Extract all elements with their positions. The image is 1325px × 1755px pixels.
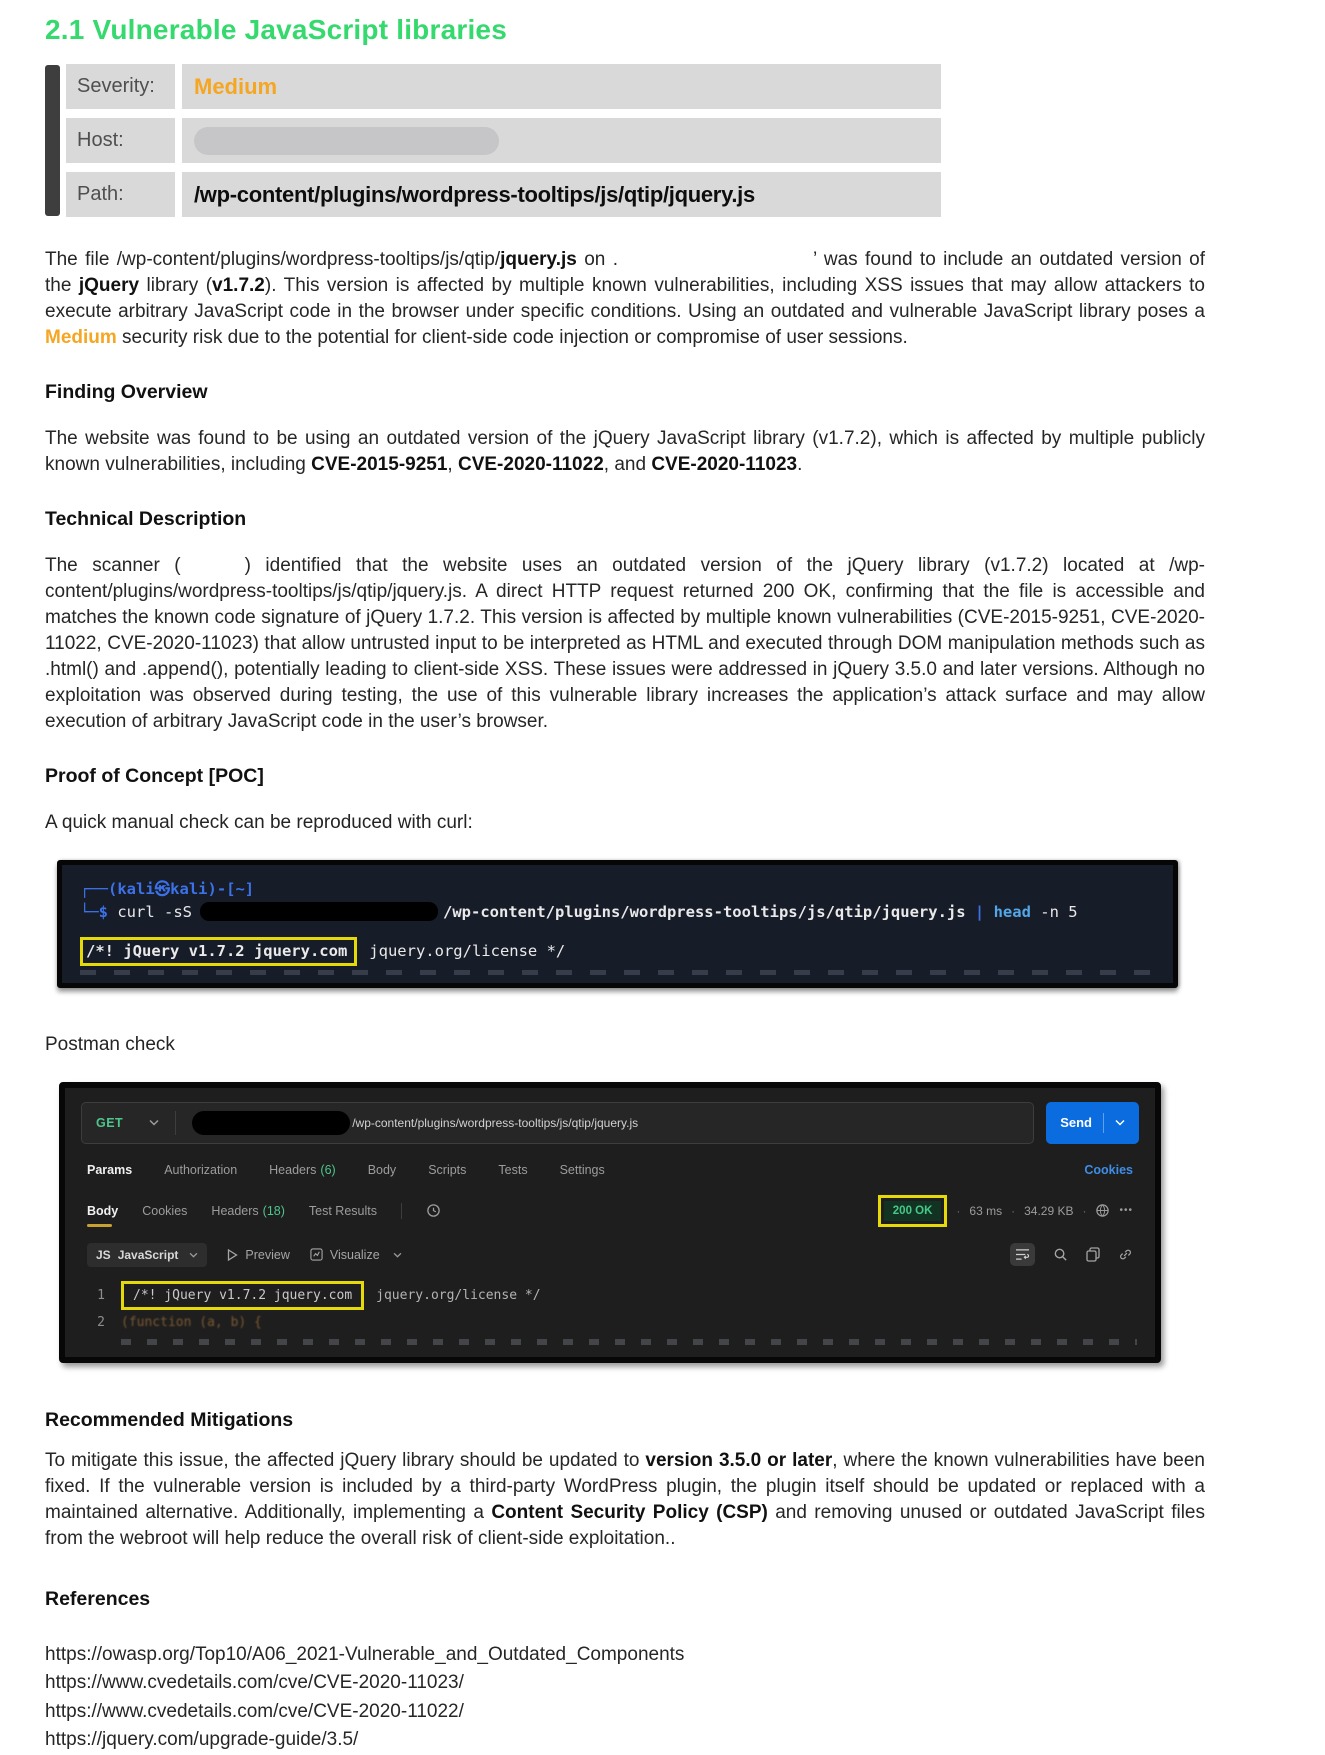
divider — [401, 1203, 402, 1219]
tab-body[interactable]: Body — [367, 1162, 397, 1177]
response-size: 34.29 KB — [1024, 1203, 1074, 1218]
preview-button[interactable] — [227, 1248, 289, 1262]
severity-label: Severity: — [66, 64, 175, 109]
table-row — [66, 172, 941, 217]
code-text: (function (a, b) { — [121, 1314, 262, 1330]
tab-headers-label: Headers — [269, 1162, 317, 1177]
response-toolbar — [87, 1243, 1133, 1267]
pipe-symbol: | — [965, 902, 994, 921]
reference-link[interactable]: https://www.cvedetails.com/cve/CVE-2020-11023/ — [45, 1672, 464, 1694]
response-tabs-row — [87, 1195, 1133, 1227]
table-row — [66, 118, 941, 163]
mitigations-text: To mitigate this issue, the affected jQuery library should be updated to — [45, 1449, 646, 1471]
status-badge: 200 OK — [884, 1201, 942, 1221]
section-title: 2.1 Vulnerable JavaScript libraries — [45, 14, 507, 45]
head-args: -n 5 — [1030, 902, 1078, 921]
severity-value: Medium — [194, 73, 278, 99]
overview-text: , — [447, 454, 458, 476]
terminal-output-rest: jquery.org/license */ — [369, 942, 566, 961]
chevron-down-icon — [189, 1252, 198, 1258]
intro-paragraph — [45, 247, 1205, 351]
mitigations-heading: Recommended Mitigations — [45, 1408, 294, 1431]
intro-text: library ( — [139, 275, 213, 297]
jquery-version-highlight: /*! jQuery v1.7.2 jquery.com — [121, 1281, 364, 1310]
mitigations-paragraph — [45, 1448, 1205, 1552]
overview-text: . — [797, 454, 803, 476]
technical-text: ) identified that the website uses an outdated version of the jQuery library (v1.7.2) located at /wp-content/plugins/wordpress-tooltips/js/qtip/jquery.js. A direct HTTP request returned 200 OK, confirming that the file is accessible and matches the known code signature of jQuery 1.7.2. This version is affected by multiple known vulnerabilities (CVE-2015-9251, CVE-2020-11022, CVE-2020-11023) that allow untrusted input to be interpreted as HTML and executed through DOM manipulation methods such as .html() and .append(), potentially leading to client-side XSS. These issues were addressed in jQuery 3.5.0 and later versions. Although no exploitation was observed during testing, the use of this vulnerable library increases the application’s attack surface and may allow execution of arbitrary JavaScript code in the user’s browser. — [45, 555, 1205, 733]
cve-2020-11022: CVE-2020-11022 — [457, 454, 604, 476]
reference-link[interactable]: https://www.cvedetails.com/cve/CVE-2020-11022/ — [45, 1700, 464, 1722]
path-label: Path: — [66, 172, 175, 217]
technical-description-heading: Technical Description — [45, 508, 247, 531]
code-line — [81, 1281, 1139, 1310]
method-selector[interactable]: GET — [96, 1115, 124, 1130]
language-label: JavaScript — [117, 1247, 179, 1262]
send-button[interactable] — [1046, 1102, 1139, 1144]
blurred-code-line — [121, 1339, 1137, 1345]
finding-summary-table — [45, 64, 941, 217]
response-body-code — [81, 1281, 1139, 1345]
references-heading: References — [45, 1587, 151, 1610]
intro-library: jQuery — [78, 275, 140, 297]
response-time: 63 ms — [969, 1203, 1003, 1218]
response-tab-cookies[interactable]: Cookies — [142, 1203, 188, 1218]
tab-authorization[interactable]: Authorization — [164, 1162, 238, 1177]
redacted-request-host — [192, 1111, 350, 1135]
intro-text: security risk due to the potential for client-side code injection or compromise of user sessions. — [116, 327, 908, 349]
search-icon[interactable] — [1053, 1247, 1068, 1262]
terminal-prompt-line1 — [80, 878, 1155, 900]
tab-scripts[interactable]: Scripts — [428, 1162, 467, 1177]
response-action-icons — [1010, 1243, 1133, 1266]
jquery-version-highlight: /*! jQuery v1.7.2 jquery.com — [80, 937, 357, 966]
intro-text: The file /wp-content/plugins/wordpress-tooltips/js/qtip/ — [45, 249, 501, 270]
reference-link[interactable]: https://owasp.org/Top10/A06_2021-Vulnerable_and_Outdated_Components — [45, 1643, 685, 1665]
line-number: 1 — [97, 1287, 105, 1303]
terminal-command-line — [80, 901, 1155, 923]
status-highlight-box — [878, 1195, 948, 1227]
poc-intro-line: A quick manual check can be reproduced with curl: — [45, 812, 473, 834]
response-headers-label: Headers — [211, 1203, 259, 1218]
postman-screenshot — [59, 1082, 1161, 1363]
language-dropdown[interactable] — [87, 1243, 207, 1267]
divider — [1103, 1113, 1104, 1133]
terminal-clipped-line — [80, 970, 1155, 975]
path-value: /wp-content/plugins/wordpress-tooltips/js/qtip/jquery.js — [194, 181, 755, 207]
intro-text: on . — [576, 249, 618, 270]
head-command: head — [993, 902, 1031, 921]
finding-overview-paragraph — [45, 426, 1205, 478]
table-accent-bar — [45, 65, 60, 216]
intro-filename: jquery.js — [500, 249, 577, 270]
url-input[interactable] — [81, 1102, 1034, 1144]
preview-label: Preview — [245, 1247, 290, 1262]
copy-icon[interactable] — [1086, 1247, 1100, 1262]
cve-2020-11023: CVE-2020-11023 — [651, 454, 798, 476]
request-tabs — [87, 1163, 1133, 1177]
finding-overview-heading: Finding Overview — [45, 381, 208, 404]
intro-text: ’ was found to include an outdated version of the — [45, 249, 1205, 297]
meta-separator: · — [1082, 1203, 1087, 1218]
line-number: 2 — [97, 1314, 105, 1330]
meta-separator: · — [956, 1203, 961, 1218]
mitigations-csp: Content Security Policy (CSP) — [491, 1501, 768, 1523]
visualize-button[interactable] — [310, 1248, 402, 1262]
prompt-frame: )-[~] — [207, 880, 255, 899]
intro-version: v1.7.2 — [212, 275, 265, 297]
overview-text: The website was found to be using an outdated version of the jQuery JavaScript library (v1.7.2), which is affected by multiple publicly known vulnerabilities, including — [45, 428, 1205, 476]
response-tab-body[interactable]: Body — [87, 1203, 119, 1218]
response-meta — [878, 1195, 1133, 1227]
response-tab-headers[interactable] — [211, 1204, 284, 1218]
more-options-icon[interactable]: ••• — [1119, 1205, 1133, 1217]
severity-inline: Medium — [45, 327, 117, 349]
mitigations-version: version 3.5.0 or later — [645, 1449, 833, 1471]
prompt-frame: ┌──( — [80, 880, 118, 899]
chevron-down-icon — [393, 1252, 402, 1258]
request-url-path[interactable]: /wp-content/plugins/wordpress-tooltips/js/qtip/jquery.js — [352, 1115, 639, 1130]
meta-separator: · — [1011, 1203, 1016, 1218]
js-badge: JS — [96, 1247, 111, 1262]
chevron-down-icon[interactable] — [1115, 1119, 1125, 1126]
tab-params[interactable]: Params — [87, 1162, 133, 1177]
technical-description-paragraph — [45, 553, 1205, 735]
response-tab-test-results[interactable]: Test Results — [308, 1203, 377, 1218]
network-icon[interactable] — [1095, 1203, 1110, 1218]
tab-tests[interactable]: Tests — [498, 1162, 528, 1177]
code-line — [81, 1315, 1139, 1330]
send-button-label[interactable]: Send — [1060, 1115, 1092, 1131]
postman-request-bar — [81, 1102, 1139, 1144]
terminal-output-line — [80, 940, 1155, 962]
table-row — [66, 64, 941, 109]
tab-settings[interactable]: Settings — [559, 1162, 605, 1177]
prompt-user: kali㉿kali — [117, 880, 208, 899]
curl-url-path: /wp-content/plugins/wordpress-tooltips/js/qtip/jquery.js — [443, 902, 966, 921]
curl-command: curl -sS — [108, 902, 192, 921]
postman-check-label: Postman check — [45, 1033, 175, 1055]
overview-text: , and — [603, 454, 652, 476]
headers-count-badge: (6) — [320, 1162, 336, 1177]
wrap-text-icon[interactable] — [1010, 1243, 1035, 1266]
host-label: Host: — [66, 118, 175, 163]
tab-headers[interactable] — [269, 1163, 336, 1177]
redacted-host-value — [194, 127, 499, 155]
mitigations-text: , where the known vulnerabilities have been fixed. If the vulnerable version is included by a third-party WordPress plugin, the plugin itself should be updated or replaced with a maintained alternative. Additionally, implementing a — [45, 1449, 1205, 1523]
references-list — [45, 1641, 1205, 1755]
redacted-url-host — [200, 902, 438, 921]
cve-2015-9251: CVE-2015-9251 — [311, 454, 448, 476]
code-text: jquery.org/license */ — [376, 1287, 541, 1303]
reference-link[interactable]: https://jquery.com/upgrade-guide/3.5/ — [45, 1729, 359, 1751]
response-headers-count: (18) — [262, 1203, 285, 1218]
technical-text: The scanner ( — [45, 555, 181, 577]
link-icon[interactable] — [1118, 1247, 1133, 1262]
cookies-link[interactable]: Cookies — [1084, 1162, 1133, 1177]
mitigations-text: and removing unused or outdated JavaScript files from the webroot will help reduce the overall risk of client-side exploitation.. — [45, 1501, 1205, 1549]
history-icon[interactable] — [426, 1203, 441, 1218]
prompt-symbol: └─$ — [80, 902, 108, 921]
chevron-down-icon[interactable] — [149, 1119, 159, 1126]
poc-heading: Proof of Concept [POC] — [45, 765, 264, 788]
kali-terminal-screenshot — [57, 860, 1178, 987]
divider — [175, 1111, 176, 1135]
intro-text: ). This version is affected by multiple known vulnerabilities, including XSS issues that may allow attackers to execute arbitrary JavaScript code in the browser under specific conditions. Using an outdated and vulnerable JavaScript library poses a — [45, 275, 1205, 323]
visualize-label: Visualize — [329, 1247, 380, 1262]
